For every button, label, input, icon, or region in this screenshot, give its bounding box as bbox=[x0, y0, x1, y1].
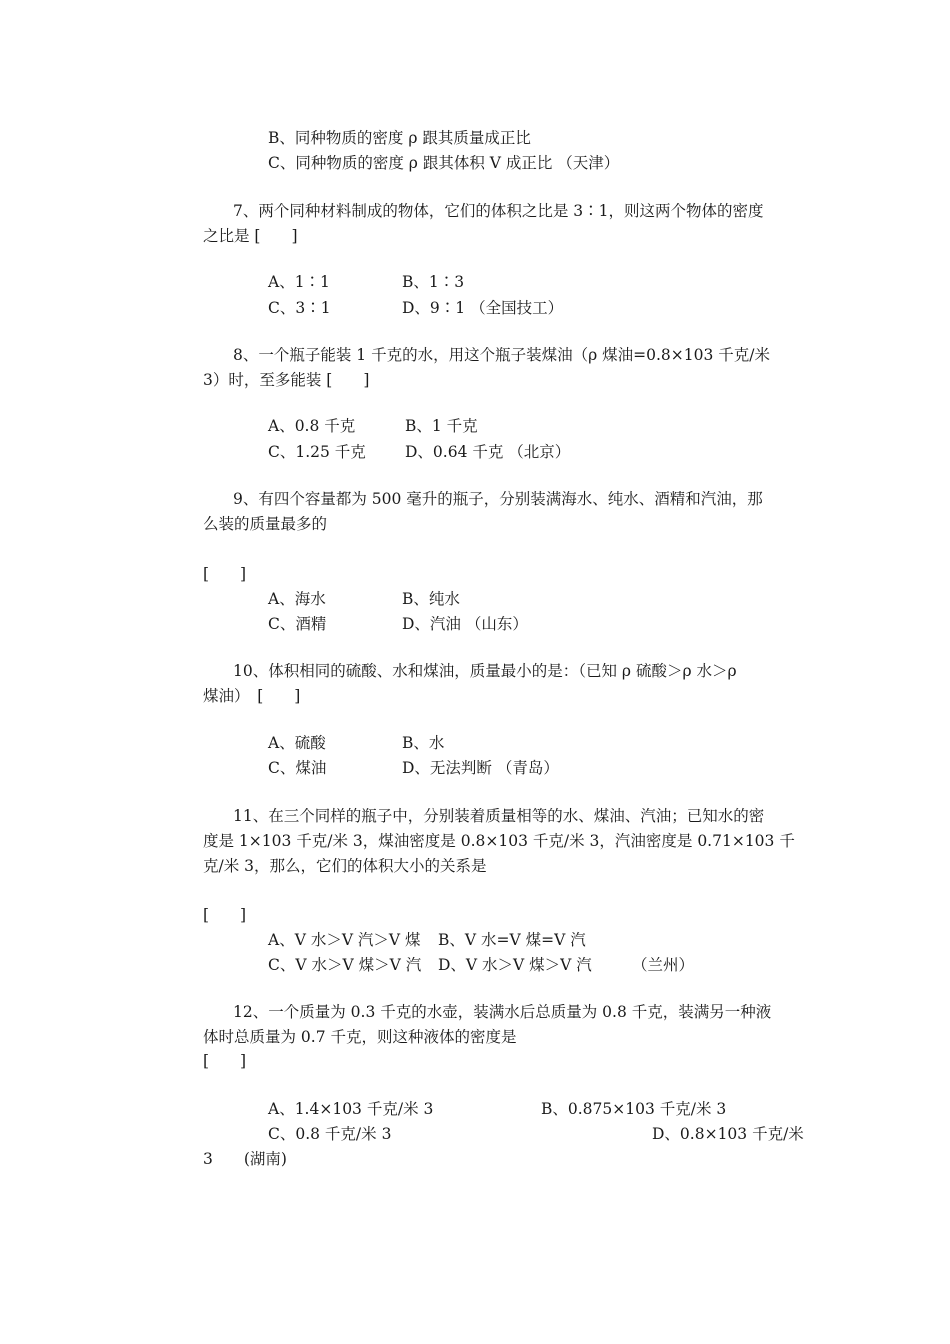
q11-option-b: B、V 水=V 煤=V 汽 bbox=[438, 931, 586, 949]
q12-option-c: C、0.8 千克/米 3 bbox=[268, 1125, 392, 1143]
q12-option-d-continuation: 3 (湖南) bbox=[203, 1150, 287, 1168]
q6-option-c: C、同种物质的密度 ρ 跟其体积 V 成正比 （天津） bbox=[268, 154, 620, 172]
q11-stem-line2: 度是 1×103 千克/米 3，煤油密度是 0.8×103 千克/米 3，汽油密度是 0.71×103 千 bbox=[203, 832, 795, 850]
q7-option-b: B、1∶3 bbox=[402, 273, 465, 291]
q6-option-b: B、同种物质的密度 ρ 跟其质量成正比 bbox=[268, 129, 531, 147]
q12-answer-bracket: [ ] bbox=[203, 1052, 247, 1070]
q8-option-c: C、1.25 千克 bbox=[268, 443, 366, 461]
q11-source: （兰州） bbox=[632, 956, 695, 974]
q8-option-d: D、0.64 千克 （北京） bbox=[405, 443, 571, 461]
q12-stem-line1: 12、一个质量为 0.3 千克的水壶，装满水后总质量为 0.8 千克，装满另一种液 bbox=[233, 1003, 772, 1021]
q10-stem-line2: 煤油） [ ] bbox=[203, 687, 301, 705]
q10-option-d: D、无法判断 （青岛） bbox=[402, 759, 559, 777]
q8-option-a: A、0.8 千克 bbox=[268, 417, 356, 435]
q8-stem-line1: 8、一个瓶子能装 1 千克的水，用这个瓶子装煤油（ρ 煤油=0.8×103 千克/米 bbox=[233, 346, 770, 364]
q11-option-c: C、V 水＞V 煤＞V 汽 bbox=[268, 956, 422, 974]
q7-option-d: D、9∶1 （全国技工） bbox=[402, 299, 564, 317]
q12-option-a: A、1.4×103 千克/米 3 bbox=[268, 1100, 434, 1118]
q12-stem-line2: 体时总质量为 0.7 千克，则这种液体的密度是 bbox=[203, 1028, 517, 1046]
q7-option-a: A、1∶1 bbox=[268, 273, 330, 291]
q11-option-d: D、V 水＞V 煤＞V 汽 bbox=[438, 956, 592, 974]
q12-option-d: D、0.8×103 千克/米 bbox=[652, 1125, 804, 1143]
q9-answer-bracket: [ ] bbox=[203, 565, 247, 583]
q9-option-d: D、汽油 （山东） bbox=[402, 615, 528, 633]
q11-option-a: A、V 水＞V 汽＞V 煤 bbox=[268, 931, 421, 949]
q12-option-b: B、0.875×103 千克/米 3 bbox=[541, 1100, 727, 1118]
q9-option-c: C、酒精 bbox=[268, 615, 327, 633]
q7-stem-line1: 7、两个同种材料制成的物体，它们的体积之比是 3∶1，则这两个物体的密度 bbox=[233, 202, 764, 220]
q7-stem-line2: 之比是 [ ] bbox=[203, 227, 298, 245]
q10-option-b: B、水 bbox=[402, 734, 445, 752]
q8-option-b: B、1 千克 bbox=[405, 417, 478, 435]
q10-option-a: A、硫酸 bbox=[268, 734, 326, 752]
q11-stem-line3: 克/米 3，那么，它们的体积大小的关系是 bbox=[203, 857, 487, 875]
q7-option-c: C、3∶1 bbox=[268, 299, 331, 317]
q11-answer-bracket: [ ] bbox=[203, 906, 247, 924]
q9-option-b: B、纯水 bbox=[402, 590, 460, 608]
q9-stem-line1: 9、有四个容量都为 500 毫升的瓶子，分别装满海水、纯水、酒精和汽油，那 bbox=[233, 490, 763, 508]
q10-stem-line1: 10、体积相同的硫酸、水和煤油，质量最小的是：（已知 ρ 硫酸＞ρ 水＞ρ bbox=[233, 662, 737, 680]
q9-stem-line2: 么装的质量最多的 bbox=[203, 515, 328, 533]
q10-option-c: C、煤油 bbox=[268, 759, 327, 777]
q8-stem-line2: 3）时，至多能装 [ ] bbox=[203, 371, 370, 389]
q9-option-a: A、海水 bbox=[268, 590, 326, 608]
q11-stem-line1: 11、在三个同样的瓶子中，分别装着质量相等的水、煤油、汽油；已知水的密 bbox=[233, 807, 765, 825]
